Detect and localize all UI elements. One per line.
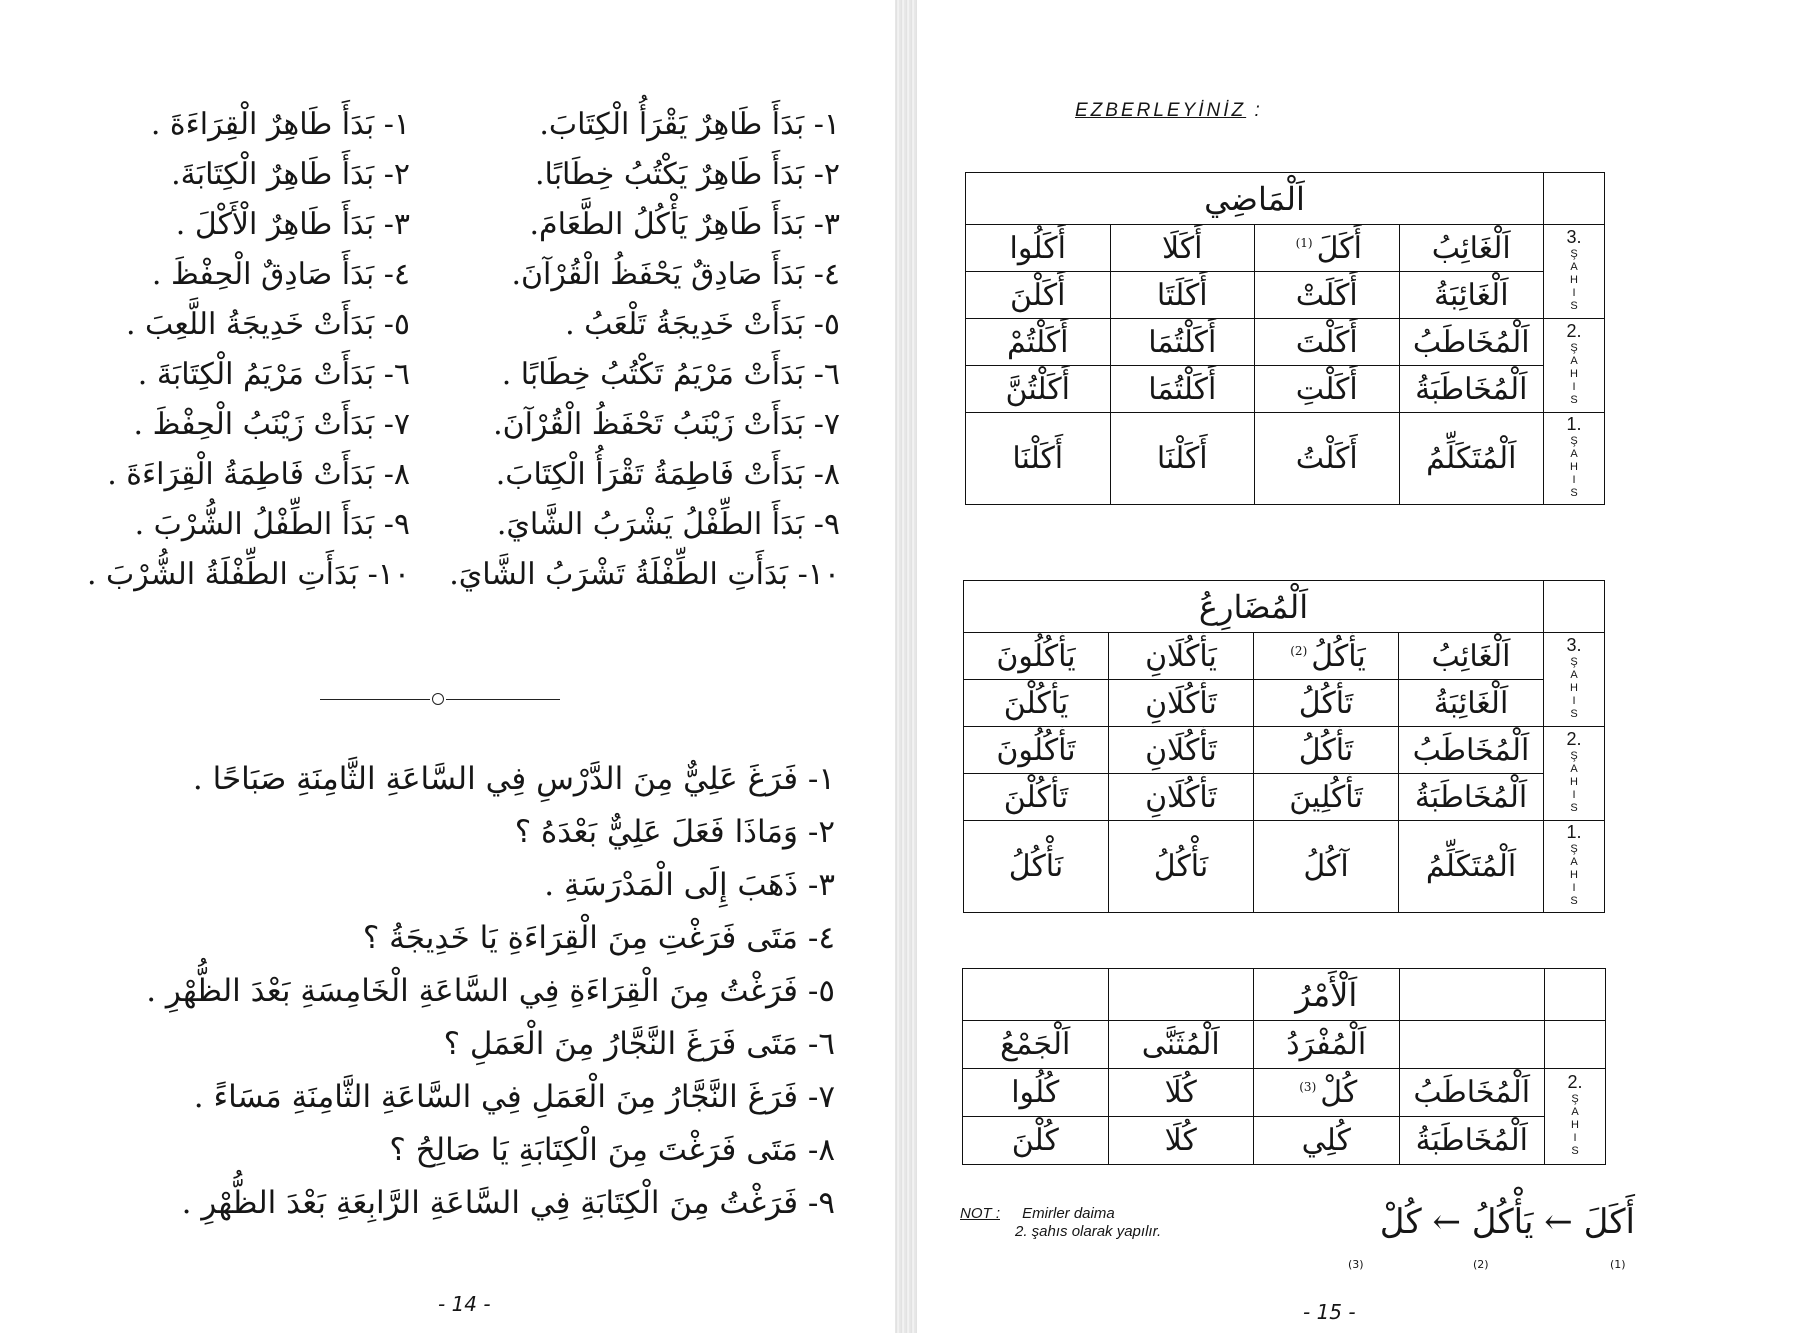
- section-divider: [320, 690, 560, 710]
- sentence-masdar-form: ٧- بَدَأَتْ زَيْنَبُ الْحِفْظَ .: [133, 407, 410, 442]
- conjugation-row: [964, 774, 1605, 821]
- empty-cell: [1399, 1021, 1545, 1069]
- person-number: 2.: [1566, 729, 1582, 749]
- verb-cell: أَكَلْتُمَا: [1110, 366, 1255, 413]
- heading-colon: :: [1254, 100, 1263, 121]
- footnote-note: [960, 1205, 1161, 1241]
- sentence-masdar-form: ٨- بَدَأَتْ فَاطِمَةُ الْقِرَاءَةَ .: [107, 457, 410, 492]
- person-number: 1.: [1566, 822, 1582, 842]
- page-number-left: - 14 -: [438, 1292, 491, 1316]
- pronoun-cell: اَلْمُخَاطَبُ: [1399, 727, 1544, 774]
- verb-cell: تَأْكُلِينَ: [1254, 774, 1399, 821]
- verb-cell: نَأْكُلُ: [964, 821, 1109, 913]
- note-label: NOT :: [960, 1205, 1000, 1222]
- note-line-2: 2. şahıs olarak yapılır.: [1015, 1223, 1162, 1240]
- verb-cell: أَكَلْنَ: [966, 272, 1111, 319]
- sentence-masdar-form: ٢- بَدَأَ طَاهِرٌ الْكِتَابَةَ.: [171, 157, 410, 192]
- empty-cell: [1399, 969, 1545, 1021]
- sentence-row: [100, 350, 840, 400]
- sentence-row: [86, 550, 840, 600]
- person-side-cell: [1544, 821, 1605, 913]
- empty-cell: [963, 969, 1109, 1021]
- pronoun-cell: اَلْغَائِبُ: [1399, 225, 1544, 272]
- verb-cell: أَكَلْتُنَّ: [966, 366, 1111, 413]
- table-title-row: [966, 173, 1605, 225]
- page-number-right: - 15 -: [1303, 1300, 1356, 1324]
- person-label: ŞAHIS: [1569, 1093, 1581, 1158]
- sentence-row: [100, 500, 840, 550]
- person-side-cell: [1544, 319, 1605, 413]
- flow-num-3: (3): [1348, 1258, 1364, 1271]
- person-number: 2.: [1566, 321, 1582, 341]
- amr-header-row: [963, 1021, 1606, 1069]
- conjugation-row: [966, 413, 1605, 505]
- table-title-row: [964, 581, 1605, 633]
- flow-num-1: (1): [1610, 1258, 1626, 1271]
- person-label: ŞAHIS: [1568, 656, 1580, 721]
- person-label: ŞAHIS: [1568, 342, 1580, 407]
- pronoun-cell: اَلْمُخَاطَبُ: [1399, 1069, 1545, 1117]
- number-header: اَلْجَمْعُ: [963, 1021, 1109, 1069]
- verb-cell: تَأْكُلَانِ: [1109, 680, 1254, 727]
- verb-cell: كُلِي: [1254, 1117, 1400, 1165]
- right-page: [905, 0, 1803, 1333]
- verb-cell: أَكَلْتُمَا: [1110, 319, 1255, 366]
- verb-text: كُلْ: [1320, 1075, 1358, 1110]
- sentence-verb-form: ١٠- بَدَأَتِ الطِّفْلَةُ تَشْرَبُ الشَّايَ.: [449, 557, 840, 592]
- qa-line: ٨- مَتَى فَرَغْتَ مِنَ الْكِتَابَةِ يَا صَالِحُ ؟: [389, 1132, 835, 1168]
- sentence-row: [100, 250, 840, 300]
- conjugation-row: [966, 225, 1605, 272]
- number-header: اَلْمُفْرَدُ: [1254, 1021, 1400, 1069]
- sentence-verb-form: ٤- بَدَأَ صَادِقٌ يَحْفَظُ الْقُرْآنَ.: [511, 257, 840, 292]
- empty-cell: [1108, 969, 1254, 1021]
- footnote-marker: (3): [1299, 1080, 1317, 1094]
- person-label: ŞAHIS: [1568, 248, 1580, 313]
- sentence-row: [100, 300, 840, 350]
- verb-cell: أَكَلُوا: [966, 225, 1111, 272]
- sentence-row: [100, 100, 840, 150]
- verb-cell: كُلَا: [1108, 1117, 1254, 1165]
- sentence-masdar-form: ٩- بَدَأَ الطِّفْلُ الشُّرْبَ .: [134, 507, 410, 542]
- conjugation-row: [964, 727, 1605, 774]
- pronoun-cell: اَلْمُخَاطَبَةُ: [1399, 366, 1544, 413]
- person-side-cell: [1544, 225, 1605, 319]
- person-number: 2.: [1567, 1072, 1583, 1092]
- verb-cell: أَكَلَتَا: [1110, 272, 1255, 319]
- table-title: اَلْمُضَارِعُ: [964, 581, 1544, 633]
- conjugation-row: [966, 272, 1605, 319]
- verb-cell: [1254, 1069, 1400, 1117]
- pronoun-cell: اَلْمُخَاطَبَةُ: [1399, 1117, 1545, 1165]
- sentence-row: [100, 450, 840, 500]
- verb-cell: يَأْكُلُونَ: [964, 633, 1109, 680]
- verb-cell: [1255, 225, 1400, 272]
- conjugation-row: [964, 821, 1605, 913]
- conjugation-row: [966, 366, 1605, 413]
- conjugation-row: [964, 633, 1605, 680]
- person-label: ŞAHIS: [1568, 843, 1580, 908]
- note-line-1: Emirler daima: [1022, 1205, 1115, 1222]
- verb-text: يَأْكُلُ: [1311, 638, 1366, 674]
- sentence-masdar-form: ٤- بَدَأَ صَادِقٌ الْحِفْظَ .: [151, 257, 410, 292]
- page-heading: [1075, 100, 1263, 122]
- person-label: ŞAHIS: [1568, 750, 1580, 815]
- divider-dot-icon: [432, 693, 444, 705]
- qa-line: ٢- وَمَاذَا فَعَلَ عَلِيٌّ بَعْدَهُ ؟: [514, 814, 835, 850]
- verb-cell: [1254, 633, 1399, 680]
- person-number: 1.: [1566, 414, 1582, 434]
- amr-conjugation-table: [962, 968, 1606, 1165]
- conjugation-row: [964, 680, 1605, 727]
- qa-line: ٧- فَرَغَ النَّجَّارُ مِنَ الْعَمَلِ فِي السَّاعَةِ الثَّامِنَةِ مَسَاءً .: [193, 1079, 835, 1115]
- qa-line: ٥- فَرَغْتُ مِنَ الْقِرَاءَةِ فِي السَّاعَةِ الْخَامِسَةِ بَعْدَ الظُّهْرِ .: [146, 973, 835, 1009]
- sentence-masdar-form: ١٠- بَدَأَتِ الطِّفْلَةُ الشُّرْبَ .: [86, 557, 410, 592]
- sentence-verb-form: ٨- بَدَأَتْ فَاطِمَةُ تَقْرَأُ الْكِتَابَ.: [495, 457, 840, 492]
- amr-title-row: [963, 969, 1606, 1021]
- verb-cell: كُلُوا: [963, 1069, 1109, 1117]
- sentence-masdar-form: ٣- بَدَأَ طَاهِرٌ الْأَكْلَ .: [175, 207, 410, 242]
- madi-conjugation-table: [965, 172, 1605, 505]
- conjugation-row: [963, 1117, 1606, 1165]
- sentence-verb-form: ٧- بَدَأَتْ زَيْنَبُ تَحْفَظُ الْقُرْآنَ.: [493, 407, 840, 442]
- flow-num-2: (2): [1473, 1258, 1489, 1271]
- person-side-cell: [1544, 413, 1605, 505]
- verb-cell: تَأْكُلُ: [1254, 680, 1399, 727]
- sentence-verb-form: ٩- بَدَأَ الطِّفْلُ يَشْرَبُ الشَّايَ.: [496, 507, 840, 542]
- verb-cell: أَكَلْنَا: [966, 413, 1111, 505]
- sentence-masdar-form: ٥- بَدَأَتْ خَدِيجَةُ اللَّعِبَ .: [125, 307, 410, 342]
- verb-cell: تَأْكُلُونَ: [964, 727, 1109, 774]
- verb-cell: أَكَلْتُمْ: [966, 319, 1111, 366]
- verb-text: أَكَلَ: [1316, 230, 1362, 266]
- qa-line: ٣- ذَهَبَ إِلَى الْمَدْرَسَةِ .: [544, 867, 835, 903]
- verb-cell: آكُلُ: [1254, 821, 1399, 913]
- table-title: اَلْأَمْرُ: [1254, 969, 1400, 1021]
- verb-cell: يَأْكُلْنَ: [964, 680, 1109, 727]
- sentence-verb-form: ٢- بَدَأَ طَاهِرٌ يَكْتُبُ خِطَابًا.: [535, 157, 840, 192]
- sentence-row: [100, 400, 840, 450]
- sentence-verb-form: ٣- بَدَأَ طَاهِرٌ يَأْكُلُ الطَّعَامَ.: [529, 207, 840, 242]
- qa-line: ٤- مَتَى فَرَغْتِ مِنَ الْقِرَاءَةِ يَا خَدِيجَةُ ؟: [362, 920, 835, 956]
- pronoun-cell: اَلْغَائِبَةُ: [1399, 272, 1544, 319]
- footnote-marker: (2): [1290, 643, 1308, 658]
- verb-cell: تَأْكُلُ: [1254, 727, 1399, 774]
- derivation-flow: أَكَلَ ← يَأْكُلُ ← كُلْ: [1379, 1202, 1635, 1242]
- person-number: 3.: [1566, 227, 1582, 247]
- person-label: ŞAHIS: [1568, 435, 1580, 500]
- verb-cell: أَكَلْتِ: [1255, 366, 1400, 413]
- pronoun-cell: اَلْمُخَاطَبُ: [1399, 319, 1544, 366]
- verb-cell: تَأْكُلَانِ: [1109, 774, 1254, 821]
- number-header: اَلْمُثَنَّى: [1108, 1021, 1254, 1069]
- verb-cell: نَأْكُلُ: [1109, 821, 1254, 913]
- verb-cell: أَكَلْنَا: [1110, 413, 1255, 505]
- pronoun-cell: اَلْمُتَكَلِّمُ: [1399, 413, 1544, 505]
- pronoun-cell: اَلْمُخَاطَبَةُ: [1399, 774, 1544, 821]
- verb-cell: تَأْكُلْنَ: [964, 774, 1109, 821]
- verb-cell: أَكَلَتْ: [1255, 272, 1400, 319]
- sentence-row: [100, 150, 840, 200]
- sentence-masdar-form: ٦- بَدَأَتْ مَرْيَمُ الْكِتَابَةَ .: [137, 357, 410, 392]
- person-side-cell: [1545, 1069, 1606, 1165]
- empty-side-cell: [1545, 969, 1606, 1021]
- verb-cell: يَأْكُلَانِ: [1109, 633, 1254, 680]
- verb-cell: أَكَلْتَ: [1255, 319, 1400, 366]
- table-title-side: [1544, 581, 1605, 633]
- sentence-masdar-form: ١- بَدَأَ طَاهِرٌ الْقِرَاءَةَ .: [150, 107, 410, 142]
- sentence-verb-form: ١- بَدَأَ طَاهِرٌ يَقْرَأُ الْكِتَابَ.: [539, 107, 840, 142]
- sentence-row: [100, 200, 840, 250]
- mudari-conjugation-table: [963, 580, 1605, 913]
- footnote-marker: (1): [1295, 235, 1313, 250]
- table-title-side: [1544, 173, 1605, 225]
- empty-side-cell: [1545, 1021, 1606, 1069]
- verb-cell: أَكَلَا: [1110, 225, 1255, 272]
- person-side-cell: [1544, 633, 1605, 727]
- verb-cell: كُلَا: [1108, 1069, 1254, 1117]
- pronoun-cell: اَلْمُتَكَلِّمُ: [1399, 821, 1544, 913]
- qa-line: ٦- مَتَى فَرَغَ النَّجَّارُ مِنَ الْعَمَلِ ؟: [443, 1026, 835, 1062]
- conjugation-row: [963, 1069, 1606, 1117]
- heading-text: EZBERLEYİNİZ: [1075, 100, 1247, 121]
- pronoun-cell: اَلْغَائِبُ: [1399, 633, 1544, 680]
- conjugation-row: [966, 319, 1605, 366]
- verb-cell: كُلْنَ: [963, 1117, 1109, 1165]
- pronoun-cell: اَلْغَائِبَةُ: [1399, 680, 1544, 727]
- verb-cell: تَأْكُلَانِ: [1109, 727, 1254, 774]
- person-side-cell: [1544, 727, 1605, 821]
- sentence-verb-form: ٥- بَدَأَتْ خَدِيجَةُ تَلْعَبُ .: [565, 307, 840, 342]
- qa-line: ١- فَرَغَ عَلِيٌّ مِنَ الدَّرْسِ فِي السَّاعَةِ الثَّامِنَةِ صَبَاحًا .: [192, 761, 835, 797]
- verb-cell: أَكَلْتُ: [1255, 413, 1400, 505]
- sentence-verb-form: ٦- بَدَأَتْ مَرْيَمُ تَكْتُبُ خِطَابًا .: [501, 357, 840, 392]
- table-title: اَلْمَاضِي: [966, 173, 1544, 225]
- qa-line: ٩- فَرَغْتُ مِنَ الْكِتَابَةِ فِي السَّاعَةِ الرَّابِعَةِ بَعْدَ الظُّهْرِ .: [181, 1185, 835, 1221]
- person-number: 3.: [1566, 635, 1582, 655]
